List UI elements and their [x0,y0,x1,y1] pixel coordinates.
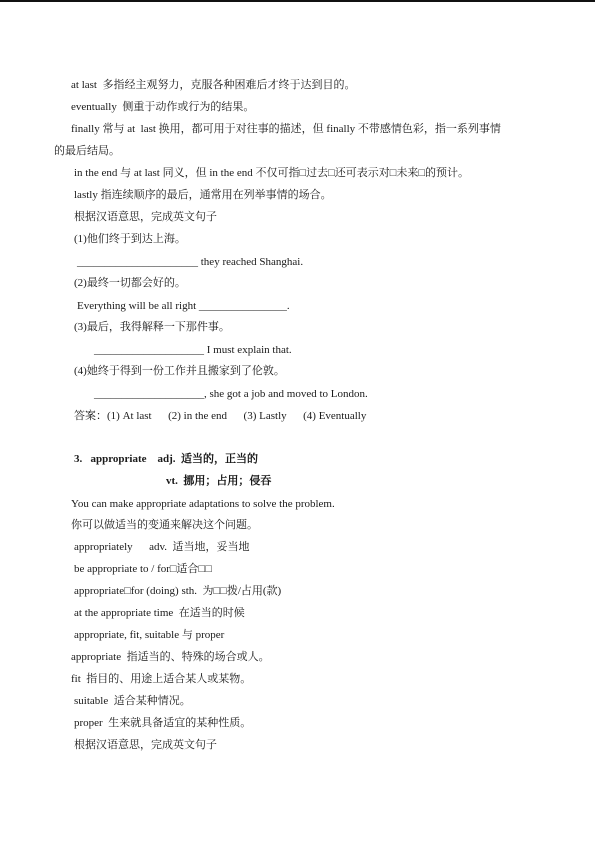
text-line: appropriate□for (doing) sth. 为□□拨/占用(款) [74,585,282,597]
exercise-blank-sentence: ____________________, she got a job and moved to London. [94,388,368,400]
text-line: appropriate, fit, suitable 与 proper [74,629,225,641]
answer-key: 答案：(1) At last (2) in the end (3) Lastly (4) Eventually [74,410,367,422]
text-line: appropriate 指适当的、特殊的场合或人。 [71,651,270,663]
text-line: fit 指目的、用途上适合某人或某物。 [71,673,252,685]
exercise-blank-sentence: Everything will be all right ________________. [77,300,290,312]
exercise-prompt: (3)最后，我得解释一下那件事。 [74,321,230,333]
text-line: proper 生来就具备适宜的某种性质。 [74,717,252,729]
text-line: suitable 适合某种情况。 [74,695,191,707]
text-line: finally 常与 at last 换用，都可用于对往事的描述，但 finally 不带感情色彩，指一系列事情 [71,123,501,135]
exercise-blank-sentence: ______________________ they reached Shanghai. [77,256,304,268]
text-line: 的最后结局。 [54,145,120,157]
page-top-border [0,0,595,2]
example-translation: 你可以做适当的变通来解决这个问题。 [71,519,258,531]
text-line: appropriately adv. 适当地，妥当地 [74,541,250,553]
text-line: at the appropriate time 在适当的时候 [74,607,245,619]
exercise-prompt: (1)他们终于到达上海。 [74,233,186,245]
exercise-instruction: 根据汉语意思，完成英文句子 [74,739,217,751]
text-line: lastly 指连续顺序的最后，通常用在列举事情的场合。 [74,189,332,201]
exercise-blank-sentence: ____________________ I must explain that. [94,344,292,356]
section-heading: 3. appropriate adj. 适当的，正当的 [74,453,259,465]
exercise-prompt: (4)她终于得到一份工作并且搬家到了伦敦。 [74,365,285,377]
text-line: be appropriate to / for□适合□□ [74,563,212,575]
exercise-instruction: 根据汉语意思，完成英文句子 [74,211,217,223]
section-subheading: vt. 挪用；占用；侵吞 [166,475,272,487]
example-sentence: You can make appropriate adaptations to solve the problem. [71,498,335,510]
text-line: at last 多指经主观努力，克服各种困难后才终于达到目的。 [71,79,356,91]
exercise-prompt: (2)最终一切都会好的。 [74,277,186,289]
text-line: in the end 与 at last 同义，但 in the end 不仅可指□过去□还可表示对□未来□的预计。 [74,167,470,179]
text-line: eventually 侧重于动作或行为的结果。 [71,101,255,113]
